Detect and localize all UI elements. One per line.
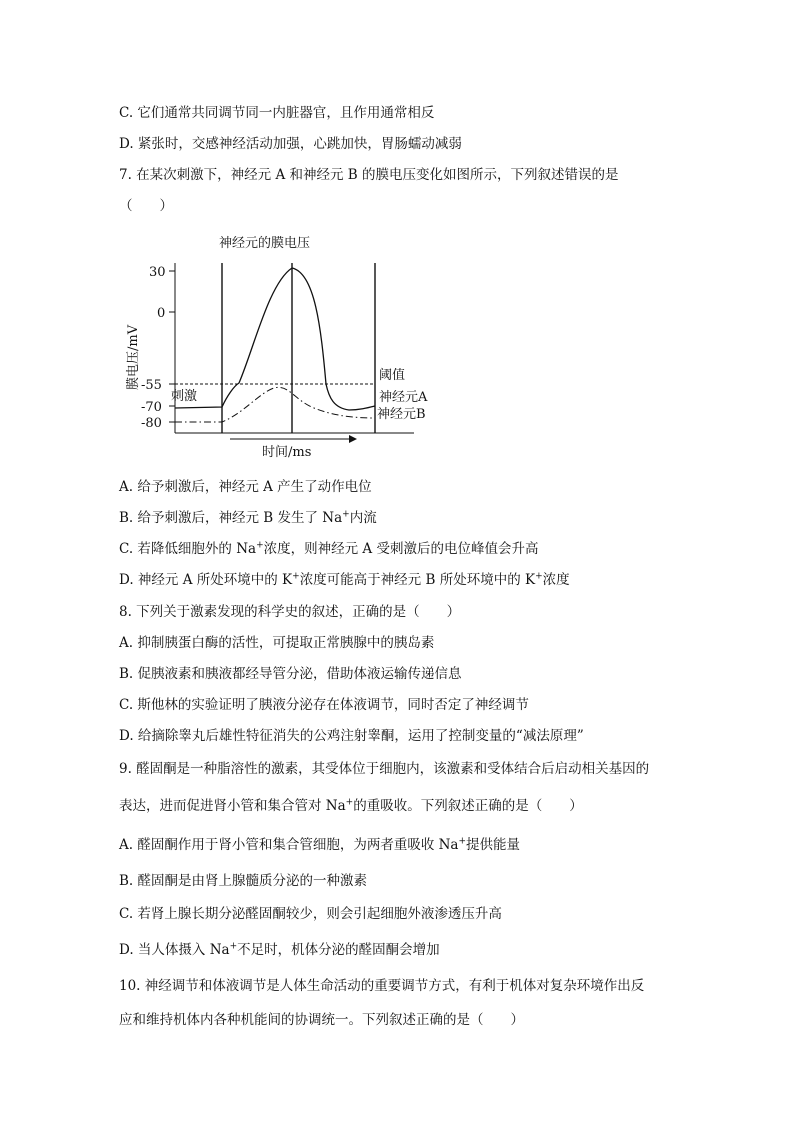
- question-10: 10. 神经调节和体液调节是人体生命活动的重要调节方式，有利于机体对复杂环境作出反: [119, 978, 645, 994]
- tick-label-neg55: -55: [141, 378, 162, 393]
- time-arrowhead: [349, 435, 357, 443]
- question-9: 9. 醛固酮是一种脂溶性的激素，其受体位于细胞内，该激素和受体结合后启动相关基因的: [119, 761, 650, 777]
- option-9c: C. 若肾上腺长期分泌醛固酮较少，则会引起细胞外液渗透压升高: [119, 906, 502, 922]
- x-axis-label: 时间/ms: [262, 445, 312, 460]
- line-d: D. 紧张时，交感神经活动加强，心跳加快，胃肠蠕动减弱: [119, 136, 462, 152]
- tick-label-0: 0: [157, 306, 166, 321]
- neuron-b-curve: [175, 387, 375, 422]
- membrane-voltage-figure: [119, 228, 449, 464]
- tick-label-30: 30: [149, 265, 166, 280]
- neuron-a-curve: [175, 268, 375, 410]
- option-7c: C. 若降低细胞外的 Na+浓度，则神经元 A 受刺激后的电位峰值会升高: [119, 540, 539, 557]
- neuron-a-label: 神经元A: [379, 390, 428, 405]
- question-10-cont: 应和维持机体内各种机能间的协调统一。下列叙述正确的是（ ）: [119, 1012, 524, 1028]
- tick-label-neg70: -70: [141, 400, 162, 415]
- question-8: 8. 下列关于激素发现的科学史的叙述，正确的是（ ）: [119, 604, 461, 620]
- line-c: C. 它们通常共同调节同一内脏器官，且作用通常相反: [119, 105, 435, 121]
- option-8a: A. 抑制胰蛋白酶的活性，可提取正常胰腺中的胰岛素: [119, 635, 435, 651]
- chart-title: 神经元的膜电压: [219, 236, 311, 251]
- option-7b: B. 给予刺激后，神经元 B 发生了 Na+内流: [119, 509, 377, 526]
- option-9b: B. 醛固酮是由肾上腺髓质分泌的一种激素: [119, 873, 368, 889]
- neuron-b-label: 神经元B: [377, 407, 426, 422]
- stimulus-label: 刺激: [171, 389, 198, 404]
- option-8d: D. 给摘除睾丸后雄性特征消失的公鸡注射睾酮，运用了控制变量的“减法原理”: [119, 728, 584, 744]
- option-9d: D. 当人体摄入 Na+不足时，机体分泌的醛固酮会增加: [119, 941, 440, 958]
- option-8c: C. 斯他林的实验证明了胰液分泌存在体液调节，同时否定了神经调节: [119, 697, 529, 713]
- option-7d: D. 神经元 A 所处环境中的 K+浓度可能高于神经元 B 所处环境中的 K+浓度: [119, 571, 570, 588]
- membrane-voltage-chart: [119, 228, 449, 464]
- threshold-label: 阈值: [379, 368, 406, 383]
- question-7-paren: （ ）: [119, 198, 173, 214]
- y-axis-label: 膜电压/mV: [126, 324, 141, 390]
- option-8b: B. 促胰液素和胰液都经导管分泌，借助体液运输传递信息: [119, 666, 462, 682]
- question-7: 7. 在某次刺激下，神经元 A 和神经元 B 的膜电压变化如图所示，下列叙述错误的是: [119, 167, 619, 183]
- tick-label-neg80: -80: [141, 416, 162, 431]
- question-9-cont: 表达，进而促进肾小管和集合管对 Na+的重吸收。下列叙述正确的是（ ）: [119, 797, 583, 814]
- option-9a: A. 醛固酮作用于肾小管和集合管细胞，为两者重吸收 Na+提供能量: [119, 836, 521, 853]
- option-7a: A. 给予刺激后，神经元 A 产生了动作电位: [119, 479, 372, 495]
